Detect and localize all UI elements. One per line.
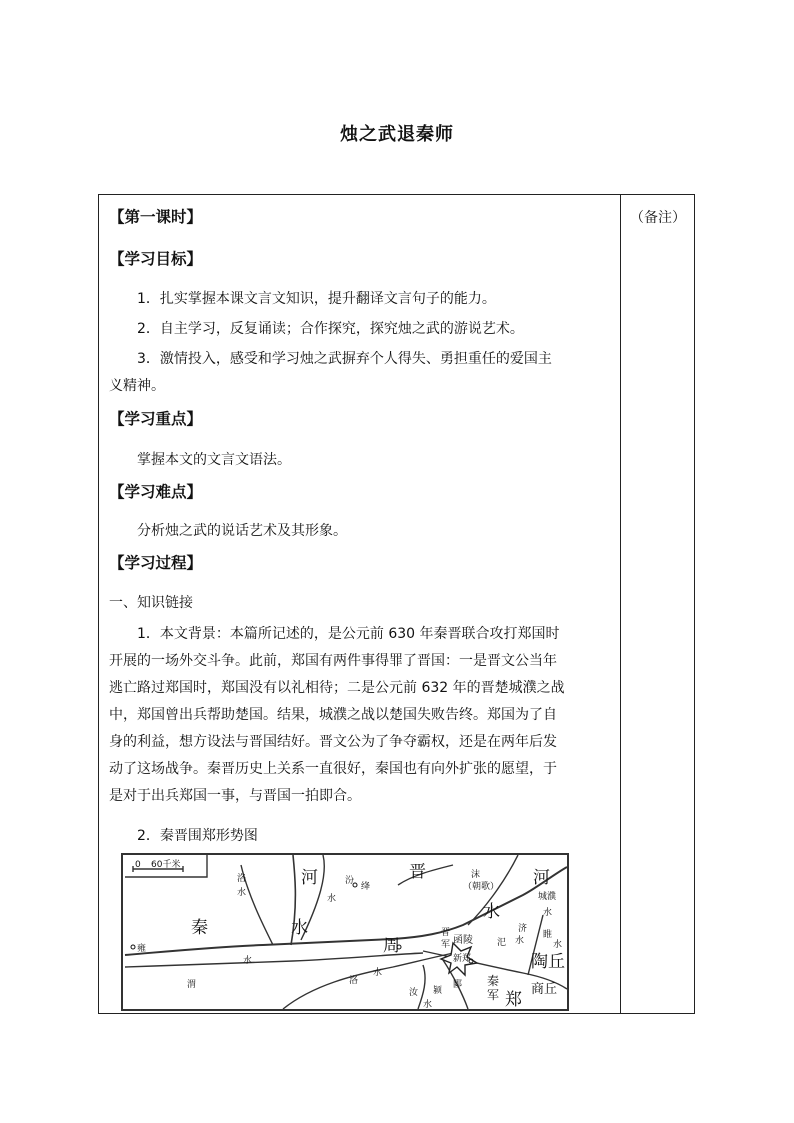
page-title: 烛之武退秦师 — [340, 124, 454, 145]
map-label: 秦 — [191, 918, 208, 938]
map-scale-zero: 0 — [135, 860, 141, 870]
river-wei — [125, 953, 423, 967]
process-heading: 【学习过程】 — [109, 554, 203, 572]
map-small-label: 洛 — [237, 874, 247, 884]
background-line: 1．本文背景：本篇所记述的，是公元前 630 年秦晋联合攻打郑国时 — [137, 626, 560, 642]
goal-item: 1．扎实掌握本课文言文知识，提升翻译文言句子的能力。 — [137, 291, 496, 307]
map-label: 郑 — [505, 990, 522, 1009]
focus-heading: 【学习重点】 — [109, 410, 203, 428]
map-label: 军 — [487, 988, 500, 1002]
map-small-label: 军 — [441, 940, 451, 950]
difficulty-heading: 【学习难点】 — [109, 483, 203, 501]
map-small-label: 水 — [327, 894, 337, 904]
map-small-label: 水 — [515, 936, 525, 946]
map-small-label: 晋 — [441, 928, 451, 938]
map-scale-label: 60千米 — [151, 860, 181, 870]
background-line: 是对于出兵郑国一事，与晋国一拍即合。 — [109, 788, 361, 804]
map-small-label: 函陵 — [453, 935, 473, 946]
situation-map — [121, 853, 569, 1011]
lesson-table — [98, 194, 695, 1014]
map-label: 水 — [483, 902, 500, 922]
background-line: 中，郑国曾出兵帮助楚国。结果，城濮之战以楚国失败告终。郑国为了自 — [109, 707, 557, 723]
background-line: 逃亡路过郑国时，郑国没有以礼相待；二是公元前 632 年的晋楚城濮之战 — [109, 680, 565, 696]
column-divider — [620, 195, 621, 1013]
city-dot — [131, 945, 135, 949]
part-heading: 一、知识链接 — [109, 595, 193, 611]
map-caption: 2．秦晋围郑形势图 — [137, 828, 258, 844]
goals-heading: 【学习目标】 — [109, 250, 203, 268]
map-small-label: 绛 — [361, 882, 371, 892]
map-small-label: 济 — [518, 924, 528, 934]
background-line: 身的利益，想方设法与晋国结好。晋文公为了争夺霸权，还是在两年后发 — [109, 734, 557, 750]
map-small-label: 水 — [243, 956, 253, 966]
map-small-label: （朝歌） — [463, 882, 500, 892]
background-line: 开展的一场外交斗争。此前，郑国有两件事得罪了晋国：一是晋文公当年 — [109, 653, 557, 669]
map-label: 秦 — [487, 974, 500, 988]
note-header: （备注） — [630, 210, 686, 226]
map-small-label: 水 — [423, 1000, 433, 1009]
map-drawing — [123, 855, 567, 1009]
map-small-label: 郾 — [453, 980, 463, 990]
map-label: 水 — [291, 918, 308, 938]
map-small-label: 城濮 — [538, 892, 557, 902]
map-small-label: 洛 — [349, 976, 359, 986]
map-label: 河 — [301, 868, 318, 888]
map-label: 商丘 — [531, 982, 558, 997]
goal-item: 3．激情投入，感受和学习烛之武摒弃个人得失、勇担重任的爱国主 — [137, 351, 552, 367]
map-small-label: 沫 — [471, 870, 481, 880]
map-small-label: 水 — [553, 940, 563, 950]
map-label: 陶丘 — [531, 952, 565, 972]
map-small-label: 新郑 — [453, 954, 472, 964]
map-small-label: 汾 — [345, 876, 355, 886]
background-line: 动了这场战争。秦晋历史上关系一直很好，秦国也有向外扩张的愿望，于 — [109, 761, 557, 777]
map-label: 晋 — [409, 862, 426, 882]
map-label: 周 — [383, 936, 400, 956]
map-small-label: 颍 — [433, 986, 443, 996]
map-small-label: 雍 — [137, 944, 147, 954]
map-small-label: 睢 — [543, 930, 553, 940]
map-small-label: 水 — [543, 908, 553, 918]
lesson-heading: 【第一课时】 — [109, 208, 203, 226]
difficulty-text: 分析烛之武的说话艺术及其形象。 — [137, 523, 347, 539]
map-small-label: 汝 — [409, 988, 419, 998]
goal-item: 2．自主学习，反复诵读；合作探究，探究烛之武的游说艺术。 — [137, 321, 524, 337]
map-small-label: 汜 — [497, 938, 507, 948]
goal-item-continued: 义精神。 — [109, 378, 165, 394]
map-small-label: 水 — [373, 968, 383, 978]
map-small-label: 渭 — [187, 980, 197, 990]
focus-text: 掌握本文的文言文语法。 — [137, 452, 291, 468]
map-label: 河 — [533, 868, 550, 888]
map-small-label: 水 — [237, 888, 247, 898]
